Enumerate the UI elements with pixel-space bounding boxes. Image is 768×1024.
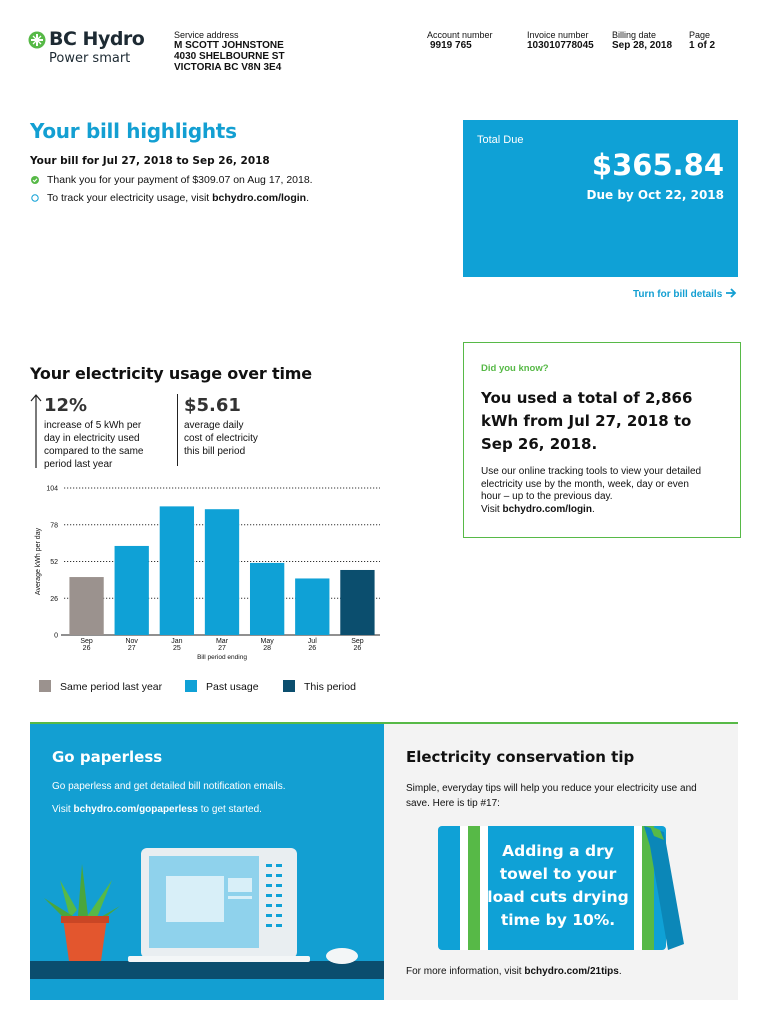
usage-stat-increase bbox=[30, 394, 160, 474]
legend-label: Same period last year bbox=[60, 681, 163, 693]
y-tick-label: 0 bbox=[54, 632, 58, 640]
total-due-box bbox=[463, 120, 738, 277]
intro-line: save. Here is tip #17: bbox=[406, 798, 500, 809]
conservation-tip-footer bbox=[406, 966, 622, 977]
body-line: hour – up to the previous day. bbox=[481, 491, 613, 502]
x-tick-label-month: Nov bbox=[125, 638, 138, 645]
towel-graphic bbox=[438, 826, 684, 950]
usage-bar bbox=[250, 563, 284, 635]
daily-cost-text bbox=[184, 419, 258, 458]
invoice-number-label: Invoice number bbox=[527, 30, 589, 40]
account-number-label: Account number bbox=[427, 30, 493, 40]
legend-swatch bbox=[39, 680, 51, 692]
usage-increase-line: period last year bbox=[44, 459, 113, 470]
bchydro-login-link[interactable]: bchydro.com/login bbox=[502, 503, 592, 515]
did-you-know-headline bbox=[481, 387, 692, 456]
footer-prefix: For more information, visit bbox=[406, 966, 525, 977]
usage-bar bbox=[115, 546, 149, 635]
visit-line bbox=[481, 504, 701, 517]
x-tick-label-day: 28 bbox=[263, 645, 272, 652]
bc-hydro-logo bbox=[28, 30, 158, 70]
arrow-up-icon bbox=[30, 394, 42, 468]
daily-cost-value: $5.61 bbox=[184, 395, 241, 416]
billing-date-block bbox=[612, 30, 672, 51]
legend-swatch bbox=[283, 680, 295, 692]
visit-suffix: to get started. bbox=[197, 804, 262, 815]
total-due-amount: $365.84 bbox=[591, 148, 724, 182]
x-tick-label-day: 27 bbox=[218, 645, 226, 652]
payment-note-text: Thank you for your payment of $309.07 on Aug 17, 2018. bbox=[47, 174, 313, 186]
visit-suffix: . bbox=[591, 503, 595, 515]
legend-label: This period bbox=[304, 681, 356, 693]
account-number-block bbox=[427, 30, 493, 51]
go-paperless-text: Go paperless and get detailed bill notification emails. bbox=[52, 781, 286, 792]
usage-increase-line: compared to the same bbox=[44, 446, 144, 457]
usage-increase-line: increase of 5 kWh per bbox=[44, 420, 142, 431]
x-tick-label-month: Jul bbox=[307, 638, 317, 645]
headline-line: kWh from Jul 27, 2018 to bbox=[481, 412, 692, 430]
usage-increase-line: day in electricity used bbox=[44, 433, 140, 444]
intro-line: Simple, everyday tips will help you reduce your electricity use and bbox=[406, 783, 697, 794]
usage-bar bbox=[340, 570, 374, 635]
usage-increase-value: 12% bbox=[44, 395, 88, 416]
page-label: Page bbox=[689, 30, 711, 40]
go-paperless-visit bbox=[52, 804, 262, 815]
track-usage-prefix: To track your electricity usage, visit bbox=[47, 192, 213, 204]
page-value: 1 of 2 bbox=[689, 40, 716, 51]
service-address-line: 4030 SHELBOURNE ST bbox=[174, 51, 285, 62]
bill-highlights-title: Your bill highlights bbox=[30, 119, 237, 143]
x-tick-label-day: 26 bbox=[353, 645, 362, 652]
service-address-line: VICTORIA BC V8N 3E4 bbox=[174, 62, 282, 73]
did-you-know-body bbox=[481, 466, 701, 516]
invoice-number-block bbox=[527, 30, 594, 51]
tip-text-line: load cuts drying bbox=[487, 888, 629, 906]
account-number: 9919 765 bbox=[430, 40, 472, 51]
usage-bar bbox=[69, 577, 103, 635]
conservation-tip-panel bbox=[384, 724, 738, 1000]
y-tick-label: 78 bbox=[50, 522, 58, 530]
footer-suffix: . bbox=[618, 966, 622, 977]
tip-text-line: towel to your bbox=[499, 865, 617, 883]
arrow-right-icon bbox=[725, 288, 737, 298]
billing-date-label: Billing date bbox=[612, 30, 657, 40]
invoice-number: 103010778045 bbox=[527, 40, 594, 51]
circle-bullet-icon bbox=[31, 194, 39, 202]
tip-text-line: Adding a dry bbox=[502, 842, 614, 860]
service-address-label: Service address bbox=[174, 30, 239, 40]
logo-name: BC Hydro bbox=[49, 28, 145, 50]
total-due-date: Due by Oct 22, 2018 bbox=[586, 188, 724, 202]
turn-for-bill-details-label: Turn for bill details bbox=[633, 289, 723, 300]
x-tick-label-day: 27 bbox=[127, 645, 136, 652]
did-you-know-box bbox=[463, 342, 741, 538]
tip-text-line: time by 10%. bbox=[500, 911, 616, 929]
conservation-tip-intro bbox=[406, 781, 697, 811]
x-tick-label-day: 25 bbox=[172, 645, 181, 652]
service-address-line: M SCOTT JOHNSTONE bbox=[174, 40, 284, 51]
logo-tagline: Power smart bbox=[49, 51, 131, 66]
go-paperless-panel bbox=[30, 724, 384, 1000]
headline-line: You used a total of 2,866 bbox=[481, 389, 693, 407]
x-tick-label-day: 26 bbox=[82, 645, 91, 652]
service-address bbox=[174, 30, 285, 73]
usage-bar bbox=[160, 506, 194, 635]
bchydro-gopaperless-link[interactable]: bchydro.com/gopaperless bbox=[73, 804, 198, 815]
bill-period: Your bill for Jul 27, 2018 to Sep 26, 2018 bbox=[30, 155, 270, 167]
x-tick-label-month: Jan bbox=[171, 638, 183, 645]
bc-hydro-logo-icon bbox=[28, 31, 46, 49]
page-number-block bbox=[689, 30, 715, 51]
bchydro-login-link[interactable]: bchydro.com/login bbox=[212, 192, 307, 204]
y-tick-label: 104 bbox=[46, 485, 58, 493]
usage-title: Your electricity usage over time bbox=[30, 364, 312, 383]
turn-for-bill-details-link[interactable] bbox=[633, 288, 737, 300]
laptop-and-plant-illustration bbox=[30, 842, 384, 1000]
usage-bar bbox=[205, 509, 239, 635]
body-line: electricity use by the month, week, day or even bbox=[481, 478, 689, 490]
did-you-know-label: Did you know? bbox=[481, 363, 549, 374]
usage-increase-text bbox=[44, 419, 144, 471]
headline-line: Sep 26, 2018. bbox=[481, 435, 598, 453]
total-due-label: Total Due bbox=[477, 134, 524, 146]
visit-prefix: Visit bbox=[481, 503, 503, 515]
usage-stat-daily-cost bbox=[177, 394, 287, 468]
legend-label: Past usage bbox=[206, 681, 259, 693]
x-tick-label-day: 26 bbox=[308, 645, 317, 652]
y-axis-label: Average kWh per day bbox=[35, 527, 42, 596]
y-tick-label: 26 bbox=[50, 595, 58, 603]
y-tick-label: 52 bbox=[50, 559, 58, 566]
tip-text bbox=[478, 840, 638, 932]
x-axis-label: Bill period ending bbox=[197, 654, 247, 661]
x-tick-label-month: Sep bbox=[351, 638, 364, 645]
usage-bar-chart bbox=[28, 480, 388, 670]
stat-divider bbox=[177, 394, 178, 466]
visit-prefix: Visit bbox=[52, 804, 74, 815]
track-usage-text bbox=[47, 192, 309, 204]
conservation-tip-title: Electricity conservation tip bbox=[406, 748, 635, 766]
legend-item bbox=[185, 677, 259, 695]
legend-item bbox=[39, 677, 162, 695]
bchydro-21tips-link[interactable]: bchydro.com/21tips bbox=[524, 966, 619, 977]
legend-swatch bbox=[185, 680, 197, 692]
body-line: Use our online tracking tools to view your detailed bbox=[481, 466, 702, 477]
go-paperless-title: Go paperless bbox=[52, 748, 163, 766]
track-usage-suffix: . bbox=[306, 192, 309, 204]
daily-cost-line: this bill period bbox=[184, 446, 246, 457]
usage-bar bbox=[295, 578, 329, 635]
check-circle-icon bbox=[31, 176, 39, 184]
daily-cost-line: average daily bbox=[184, 420, 244, 431]
x-tick-label-month: Mar bbox=[215, 638, 229, 645]
legend-item bbox=[283, 677, 356, 695]
x-tick-label-month: May bbox=[260, 638, 274, 645]
x-tick-label-month: Sep bbox=[80, 638, 93, 645]
billing-date: Sep 28, 2018 bbox=[612, 40, 673, 51]
daily-cost-line: cost of electricity bbox=[184, 433, 258, 444]
